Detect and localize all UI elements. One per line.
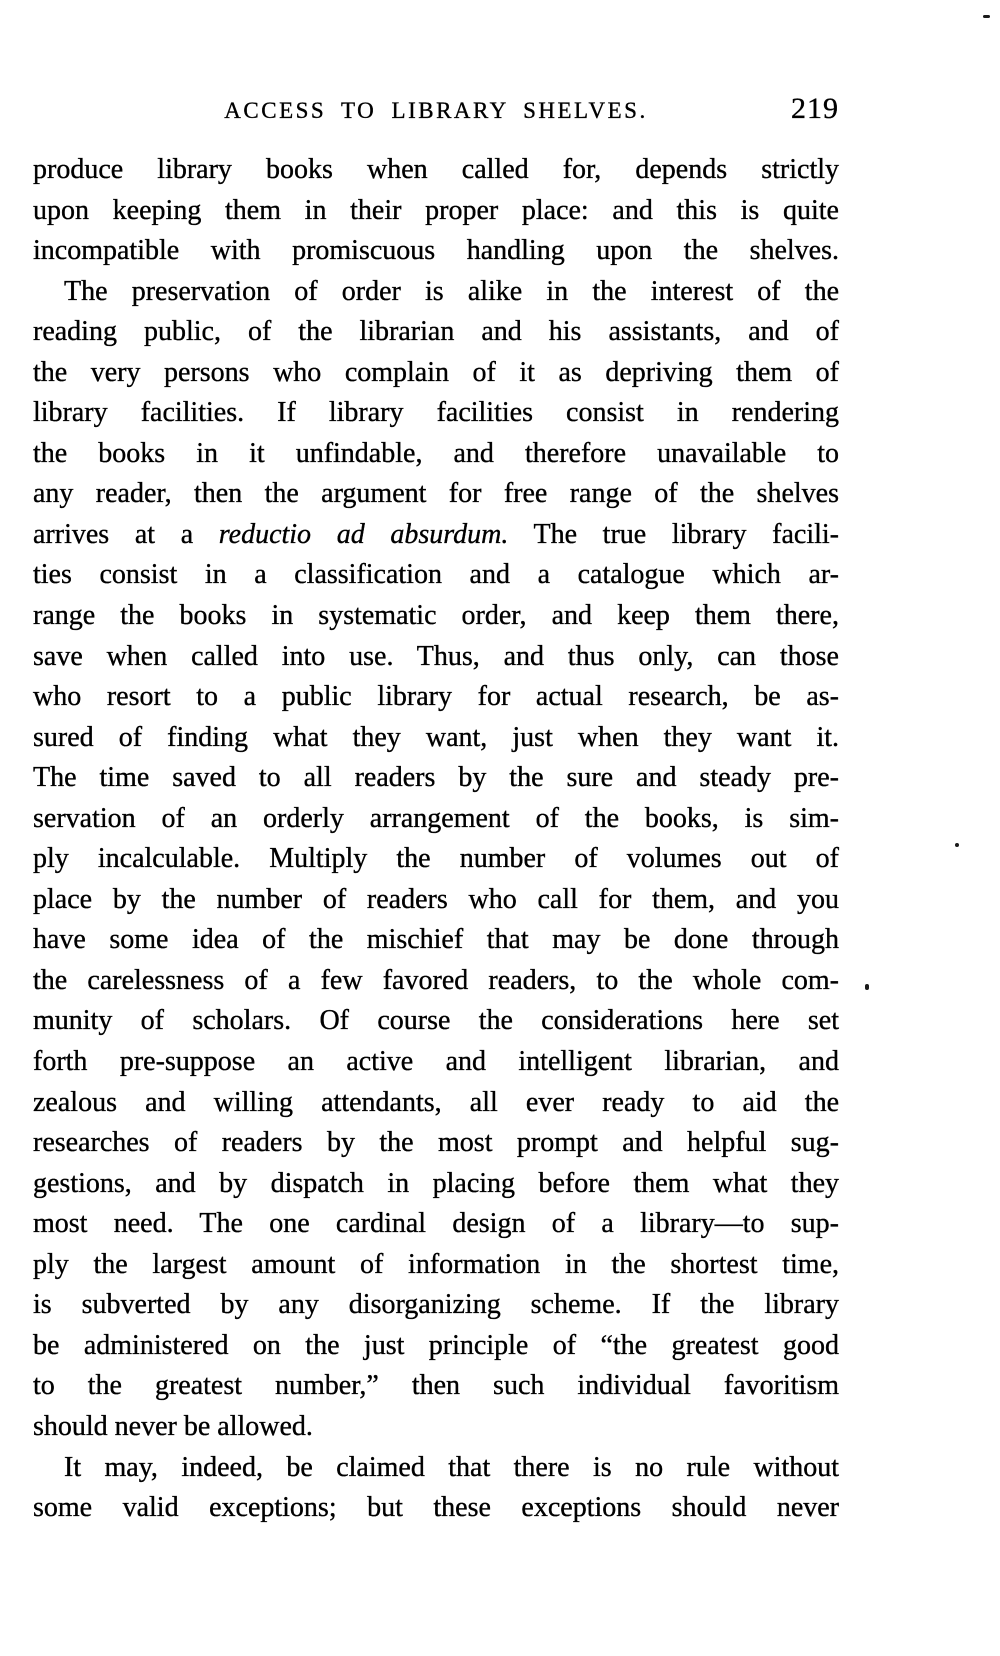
text-line: [33, 515, 839, 556]
text-line: save when called into use. Thus, and thus only, can those: [33, 640, 839, 672]
running-head: [33, 94, 839, 134]
body-text-block: [33, 150, 839, 1529]
text-line: have some idea of the mischief that may be done through: [33, 924, 839, 956]
text-line: upon keeping them in their proper place: and this is quite: [33, 194, 839, 226]
text-line: zealous and willing attendants, all ever ready to aid the: [33, 1086, 839, 1118]
text-line: any reader, then the argument for free range of the shelves: [33, 478, 839, 510]
text-line: range the books in systematic order, and keep them there,: [33, 600, 839, 632]
text-line: researches of readers by the most prompt and helpful sug-: [33, 1127, 839, 1159]
text-line: gestions, and by dispatch in placing before them what they: [33, 1167, 839, 1199]
text-line-paragraph-start: It may, indeed, be claimed that there is no rule without: [64, 1451, 839, 1483]
text-line: the carelessness of a few favored readers, to the whole com-: [33, 964, 839, 996]
chapter-title: ACCESS TO LIBRARY SHELVES.: [224, 98, 648, 123]
text-line: servation of an orderly arrangement of the books, is sim-: [33, 802, 839, 834]
text-line-paragraph-end: should never be allowed.: [33, 1410, 313, 1442]
text-line-paragraph-start: The preservation of order is alike in the interest of the: [64, 275, 839, 307]
text-line: the books in it unfindable, and therefore unavailable to: [33, 437, 839, 469]
text-line: incompatible with promiscuous handling upon the shelves.: [33, 235, 839, 267]
text-line: reading public, of the librarian and his assistants, and of: [33, 316, 839, 348]
text-line: ties consist in a classification and a catalogue which ar-: [33, 559, 839, 591]
text-line: to the greatest number,” then such individual favoritism: [33, 1370, 839, 1402]
text-line: The time saved to all readers by the sure and steady pre-: [33, 762, 839, 794]
scan-artifact-dot: [955, 843, 959, 847]
text-line: library facilities. If library facilities consist in rendering: [33, 397, 839, 429]
scan-artifact-dot: [865, 984, 869, 990]
text-line: forth pre-suppose an active and intelligent librarian, and: [33, 1046, 839, 1078]
text-segment: arrives at a: [33, 518, 219, 550]
text-line: place by the number of readers who call for them, and you: [33, 883, 839, 915]
text-line: is subverted by any disorganizing scheme. If the library: [33, 1289, 839, 1321]
text-line: be administered on the just principle of “the greatest good: [33, 1329, 839, 1361]
text-line: some valid exceptions; but these exceptions should never: [33, 1492, 839, 1524]
text-line: most need. The one cardinal design of a library—to sup-: [33, 1208, 839, 1240]
text-line: the very persons who complain of it as depriving them of: [33, 356, 839, 388]
text-line: sured of finding what they want, just when they want it.: [33, 721, 839, 753]
text-line: who resort to a public library for actual research, be as-: [33, 681, 839, 713]
scan-artifact-dot: [983, 15, 990, 18]
latin-phrase-italic: reductio ad absurdum.: [218, 518, 509, 550]
page-number: 219: [791, 92, 839, 125]
text-line: ply incalculable. Multiply the number of volumes out of: [33, 843, 839, 875]
text-line: ply the largest amount of information in the shortest time,: [33, 1248, 839, 1280]
text-line: produce library books when called for, depends strictly: [33, 154, 839, 185]
text-line: munity of scholars. Of course the considerations here set: [33, 1005, 839, 1037]
text-segment: The true library facili-: [508, 518, 839, 550]
